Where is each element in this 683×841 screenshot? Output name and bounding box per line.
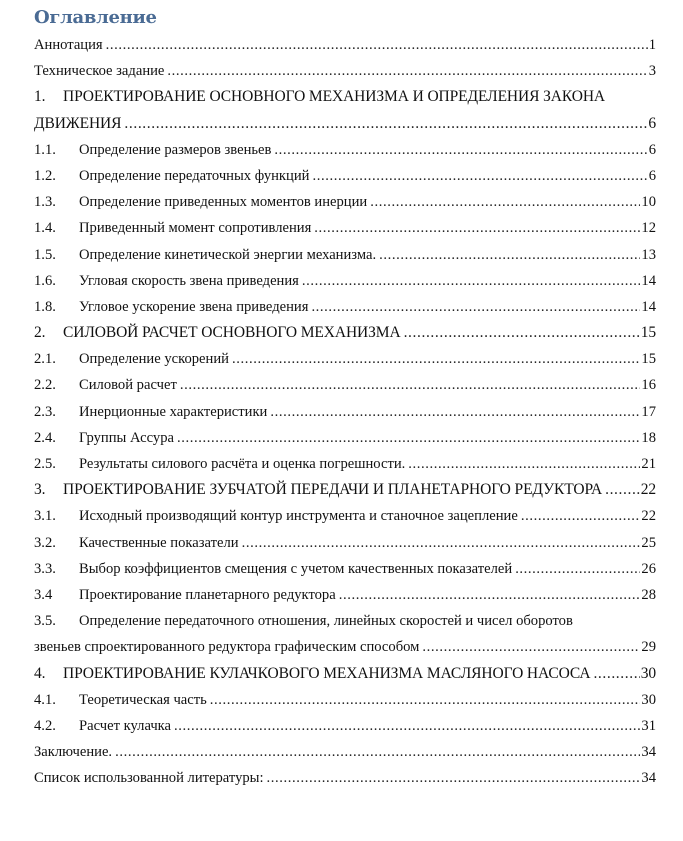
toc-entry-number: 2. xyxy=(34,324,46,342)
dot-leader xyxy=(521,503,641,529)
toc-entry-number: 1.4. xyxy=(34,220,56,237)
toc-entry-number: 2.5. xyxy=(34,456,56,472)
toc-entry-text: Выбор коэффициентов смещения с учетом качественных показателей xyxy=(79,560,513,577)
toc-entry-number: 1.6. xyxy=(34,272,56,289)
toc-entry-text: Расчет кулачка xyxy=(79,717,172,734)
toc-entry-page: 6 xyxy=(648,114,656,132)
toc-entry-number: 3.5. xyxy=(34,613,56,630)
toc-entry-page: 30 xyxy=(640,664,656,682)
dot-leader xyxy=(311,294,640,320)
toc-entry-page: 21 xyxy=(641,456,656,472)
dot-leader xyxy=(167,58,647,84)
toc-page xyxy=(34,6,656,791)
toc-entry-page: 25 xyxy=(641,534,656,551)
toc-entry-conclusion[interactable] xyxy=(34,739,656,765)
toc-entry-page: 17 xyxy=(641,403,656,420)
dot-leader xyxy=(302,268,641,294)
toc-entry-text: Угловое ускорение звена приведения xyxy=(79,298,309,315)
toc-entry-text: Определение приведенных моментов инерции xyxy=(79,194,368,211)
toc-subsection-2-2[interactable] xyxy=(34,372,656,398)
dot-leader xyxy=(210,687,641,713)
toc-entry-references[interactable] xyxy=(34,765,656,791)
toc-entry-text: Результаты силового расчёта и оценка погрешности. xyxy=(79,456,406,472)
toc-entry-text: Техническое задание xyxy=(34,63,165,80)
toc-entry-text-continued: ДВИЖЕНИЯ xyxy=(34,114,122,132)
toc-entry-text: Силовой расчет xyxy=(79,377,177,394)
toc-entry-text: Инерционные характеристики xyxy=(79,403,268,420)
dot-leader xyxy=(174,713,640,739)
toc-entry-page: 22 xyxy=(640,481,656,499)
toc-entry-page: 6 xyxy=(648,141,656,158)
toc-entry-number: 1.2. xyxy=(34,167,56,184)
toc-entry-page: 14 xyxy=(641,298,656,315)
toc-entry-page: 10 xyxy=(641,194,656,211)
dot-leader xyxy=(274,137,647,163)
toc-subsection-1-4[interactable] xyxy=(34,215,656,241)
toc-entry-page: 6 xyxy=(648,167,656,184)
dot-leader xyxy=(339,582,641,608)
dot-leader xyxy=(177,425,640,451)
dot-leader xyxy=(180,372,641,398)
toc-entry-text: Качественные показатели xyxy=(79,534,239,551)
toc-entry-text: Угловая скорость звена приведения xyxy=(79,272,299,289)
dot-leader xyxy=(593,661,639,687)
toc-entry-number: 1. xyxy=(34,88,46,106)
toc-entry-page: 15 xyxy=(641,351,656,368)
dot-leader xyxy=(422,634,640,660)
toc-entry-number: 3. xyxy=(34,481,46,499)
toc-entry-text: Исходный производящий контур инструмента и станочное зацепление xyxy=(79,508,518,525)
toc-entry-text: Заключение. xyxy=(34,744,113,761)
toc-subsection-3-5[interactable] xyxy=(34,608,656,660)
toc-entry-page: 34 xyxy=(641,744,656,761)
toc-entry-technical-task[interactable] xyxy=(34,58,656,84)
toc-entry-number: 4. xyxy=(34,664,46,682)
toc-entry-number: 2.3. xyxy=(34,403,56,420)
toc-entry-page: 31 xyxy=(641,717,656,734)
toc-subsection-1-1[interactable] xyxy=(34,137,656,163)
toc-entry-number: 1.8. xyxy=(34,298,56,315)
dot-leader xyxy=(404,320,640,346)
dot-leader xyxy=(370,189,640,215)
toc-subsection-1-8[interactable] xyxy=(34,294,656,320)
toc-entry-number: 4.1. xyxy=(34,691,56,708)
toc-section-1[interactable] xyxy=(34,84,656,136)
toc-entry-number: 2.4. xyxy=(34,429,56,446)
toc-entry-page: 12 xyxy=(641,220,656,237)
dot-leader xyxy=(605,477,640,503)
toc-subsection-2-5[interactable] xyxy=(34,451,656,477)
toc-entry-page: 16 xyxy=(641,377,656,394)
toc-entry-text: СИЛОВОЙ РАСЧЕТ ОСНОВНОГО МЕХАНИЗМА xyxy=(63,324,401,342)
toc-entry-text: Группы Ассура xyxy=(79,429,175,446)
dot-leader xyxy=(314,215,640,241)
toc-subsection-4-1[interactable] xyxy=(34,687,656,713)
toc-subsection-2-4[interactable] xyxy=(34,425,656,451)
toc-entry-page: 29 xyxy=(641,639,656,656)
toc-subsection-2-1[interactable] xyxy=(34,346,656,372)
toc-entry-page: 15 xyxy=(640,324,656,342)
toc-entry-page: 30 xyxy=(641,691,656,708)
dot-leader xyxy=(124,111,647,137)
toc-entry-page: 28 xyxy=(641,586,656,603)
toc-entry-number: 1.5. xyxy=(34,246,56,263)
toc-entry-page: 13 xyxy=(641,246,656,263)
toc-subsection-1-3[interactable] xyxy=(34,189,656,215)
toc-entry-page: 18 xyxy=(641,429,656,446)
toc-entry-text: Определение ускорений xyxy=(79,351,229,368)
toc-entry-page: 34 xyxy=(641,770,656,787)
toc-subsection-3-4[interactable] xyxy=(34,582,656,608)
toc-entry-text: Приведенный момент сопротивления xyxy=(79,220,312,237)
dot-leader xyxy=(515,556,640,582)
dot-leader xyxy=(267,765,641,791)
toc-entry-number: 2.2. xyxy=(34,377,56,394)
toc-entry-number: 2.1. xyxy=(34,351,56,368)
toc-entry-text-continued: звеньев спроектированного редуктора графическим способом xyxy=(34,639,420,656)
dot-leader xyxy=(106,32,648,58)
toc-subsection-4-2[interactable] xyxy=(34,713,656,739)
dot-leader xyxy=(115,739,640,765)
toc-entry-text: Проектирование планетарного редуктора xyxy=(79,586,336,603)
toc-entry-text: Теоретическая часть xyxy=(79,691,207,708)
toc-entry-number: 3.2. xyxy=(34,534,56,551)
toc-entry-number: 3.4 xyxy=(34,586,53,603)
toc-subsection-1-5[interactable] xyxy=(34,242,656,268)
dot-leader xyxy=(312,163,647,189)
toc-subsection-3-1[interactable] xyxy=(34,503,656,529)
toc-entry-number: 4.2. xyxy=(34,717,56,734)
dot-leader xyxy=(232,346,640,372)
toc-title: Оглавление xyxy=(34,7,157,28)
toc-entry-number: 3.3. xyxy=(34,560,56,577)
toc-entry-text: Определение размеров звеньев xyxy=(79,141,272,158)
toc-entry-text: Список использованной литературы: xyxy=(34,770,264,787)
toc-entry-text: Определение кинетической энергии механизма. xyxy=(79,246,377,263)
toc-entry-text: Определение передаточного отношения, линейных скоростей и чисел оборотов xyxy=(79,613,573,630)
dot-leader xyxy=(408,451,640,477)
dot-leader xyxy=(379,242,640,268)
toc-entry-page: 1 xyxy=(648,36,656,53)
toc-section-2[interactable] xyxy=(34,320,656,346)
toc-entry-number: 3.1. xyxy=(34,508,56,525)
toc-subsection-1-2[interactable] xyxy=(34,163,656,189)
toc-entry-annotation[interactable] xyxy=(34,32,656,58)
toc-subsection-1-6[interactable] xyxy=(34,268,656,294)
dot-leader xyxy=(270,399,640,425)
toc-entry-text: Аннотация xyxy=(34,36,103,53)
toc-subsection-2-3[interactable] xyxy=(34,399,656,425)
toc-entry-number: 1.3. xyxy=(34,194,56,211)
toc-section-4[interactable] xyxy=(34,661,656,687)
toc-entry-text: ПРОЕКТИРОВАНИЕ КУЛАЧКОВОГО МЕХАНИЗМА МАСЛЯНОГО НАСОСА xyxy=(63,664,591,682)
toc-entry-number: 1.1. xyxy=(34,141,56,158)
toc-subsection-3-3[interactable] xyxy=(34,556,656,582)
toc-entry-page: 3 xyxy=(648,63,656,80)
toc-entry-page: 26 xyxy=(641,560,656,577)
toc-entry-text: ПРОЕКТИРОВАНИЕ ОСНОВНОГО МЕХАНИЗМА И ОПРЕДЕЛЕНИЯ ЗАКОНА xyxy=(63,88,606,106)
toc-entry-text: ПРОЕКТИРОВАНИЕ ЗУБЧАТОЙ ПЕРЕДАЧИ И ПЛАНЕТАРНОГО РЕДУКТОРА xyxy=(63,481,603,499)
toc-entry-page: 22 xyxy=(641,508,656,525)
dot-leader xyxy=(242,530,641,556)
toc-section-3[interactable] xyxy=(34,477,656,503)
toc-subsection-3-2[interactable] xyxy=(34,530,656,556)
toc-entry-text: Определение передаточных функций xyxy=(79,167,310,184)
toc-entry-page: 14 xyxy=(641,272,656,289)
